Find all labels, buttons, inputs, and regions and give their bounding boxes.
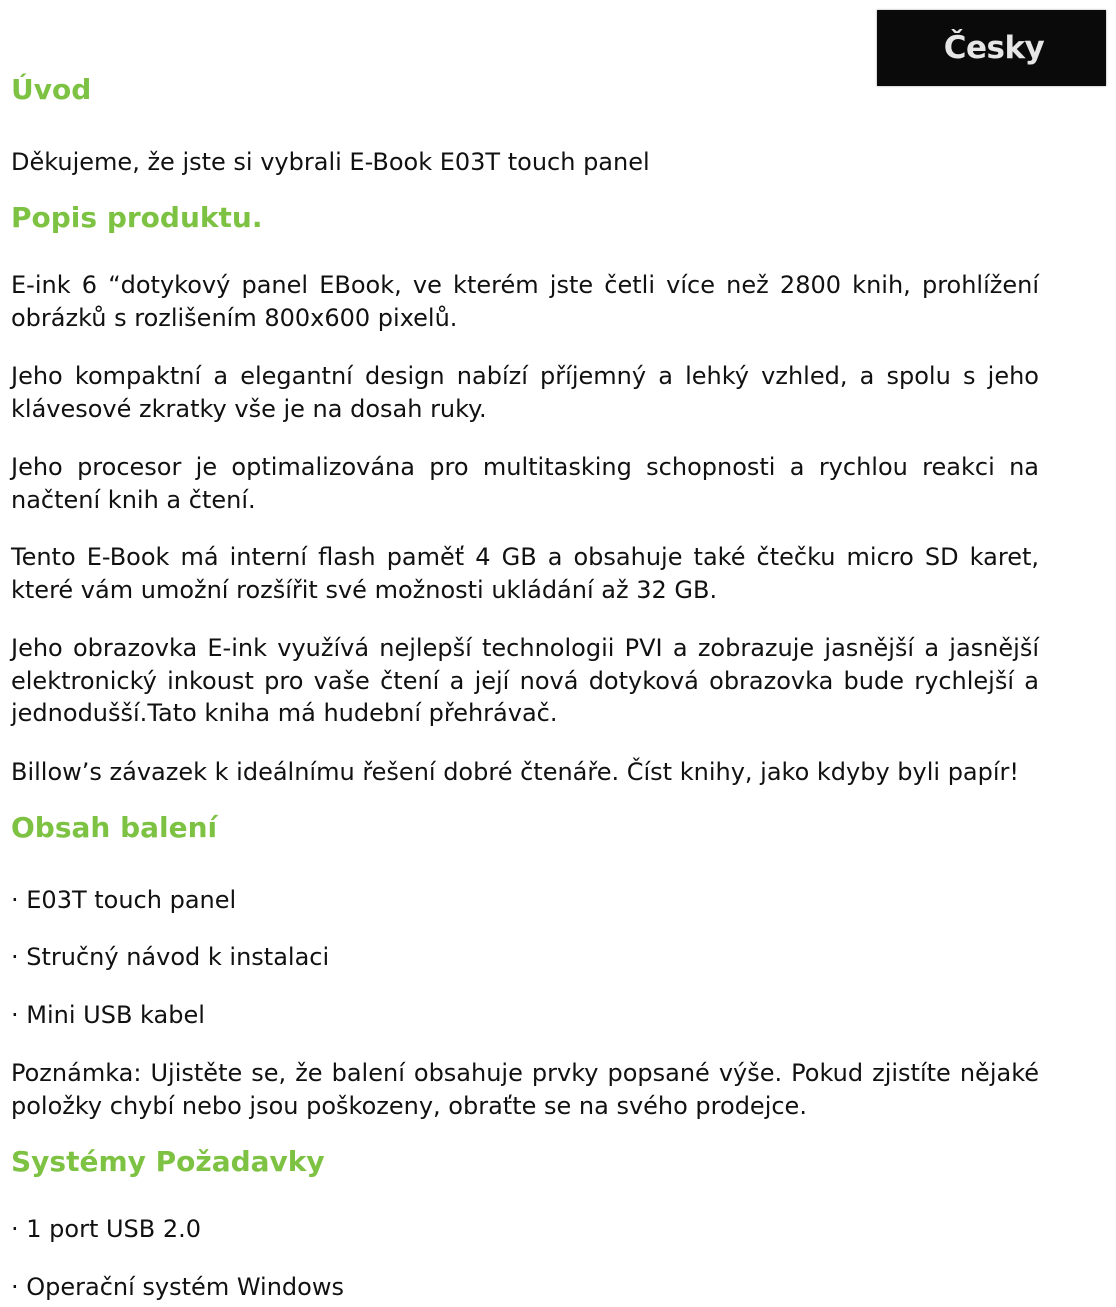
product-paragraph-2: Jeho kompaktní a elegantní design nabízí příjemný a lehký vzhled, a spolu s jeho klávesové zkratky vše je na dosah ruky. bbox=[11, 362, 1039, 423]
package-note: Poznámka: Ujistěte se, že balení obsahuje prvky popsané výše. Pokud zjistíte nějaké položky chybí nebo jsou poškozeny, obraťte se na svého prodejce. bbox=[11, 1059, 1039, 1120]
heading-system-requirements: Systémy Požadavky bbox=[11, 1145, 325, 1178]
product-paragraph-6: Billow’s závazek k ideálnímu řešení dobré čtenáře. Číst knihy, jako kdyby byli papír! bbox=[11, 758, 1020, 786]
requirement-item-2: · Operační systém Windows bbox=[11, 1273, 344, 1301]
intro-text: Děkujeme, že jste si vybrali E-Book E03T touch panel bbox=[11, 148, 650, 176]
heading-product-description: Popis produktu. bbox=[11, 201, 263, 234]
product-paragraph-3: Jeho procesor je optimalizována pro multitasking schopnosti a rychlou reakci na načtení knih a čtení. bbox=[11, 453, 1039, 514]
product-paragraph-5: Jeho obrazovka E-ink využívá nejlepší technologii PVI a zobrazuje jasnější a jasnější elektronický inkoust pro vaše čtení a její nová dotyková obrazovka bude rychlejší a jednodušší.Tato kniha má hudební přehrávač. bbox=[11, 634, 1039, 727]
product-paragraph-4: Tento E-Book má interní flash paměť 4 GB a obsahuje také čtečku micro SD karet, které vám umožní rozšířit své možnosti ukládání až 32 GB. bbox=[11, 543, 1039, 604]
heading-intro: Úvod bbox=[11, 73, 92, 106]
heading-package-contents: Obsah balení bbox=[11, 811, 218, 844]
requirement-item-1: · 1 port USB 2.0 bbox=[11, 1215, 202, 1243]
package-item-2: · Stručný návod k instalaci bbox=[11, 943, 330, 971]
package-item-3: · Mini USB kabel bbox=[11, 1001, 205, 1029]
product-paragraph-1: E-ink 6 “dotykový panel EBook, ve kterém jste četli více než 2800 knih, prohlížení obrázků s rozlišením 800x600 pixelů. bbox=[11, 271, 1039, 332]
language-badge: Česky bbox=[877, 10, 1106, 86]
package-item-1: · E03T touch panel bbox=[11, 886, 237, 914]
